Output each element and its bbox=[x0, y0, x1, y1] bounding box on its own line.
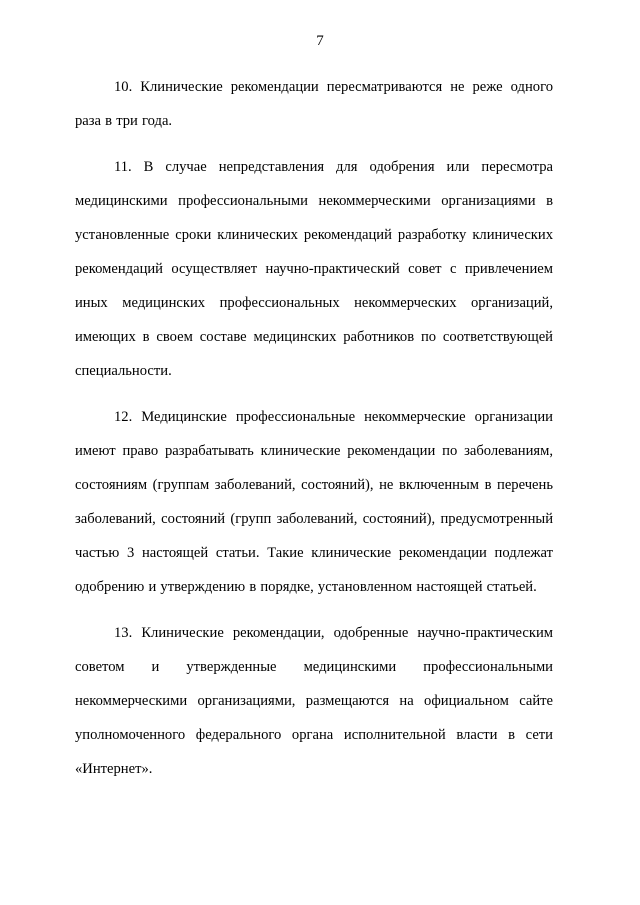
paragraph-13: 13. Клинические рекомендации, одобренные научно-практическим советом и утвержденные медицинскими профессиональными некоммерческими организациями, размещаются на официальном сайте уполномоченного федерального органа исполнительной власти в сети «Интернет». bbox=[75, 625, 553, 777]
page-number: 7 bbox=[316, 33, 324, 49]
paragraph-11: 11. В случае непредставления для одобрения или пересмотра медицинскими профессиональными некоммерческими организациями в установленные сроки клинических рекомендаций разработку клинических рекомендаций осуществляет научно-практический совет с привлечением иных медицинских профессиональных некоммерческих организаций, имеющих в своем составе медицинских работников по соответствующей специальности. bbox=[75, 159, 553, 379]
paragraph-10: 10. Клинические рекомендации пересматриваются не реже одного раза в три года. bbox=[75, 79, 553, 129]
paragraph-12: 12. Медицинские профессиональные некоммерческие организации имеют право разрабатывать клинические рекомендации по заболеваниям, состояниям (группам заболеваний, состояний), не включенным в перечень заболеваний, состояний (групп заболеваний, состояний), предусмотренный частью 3 настоящей статьи. Такие клинические рекомендации подлежат одобрению и утверждению в порядке, установленном настоящей статьей. bbox=[75, 409, 553, 595]
document-body bbox=[75, 70, 553, 798]
